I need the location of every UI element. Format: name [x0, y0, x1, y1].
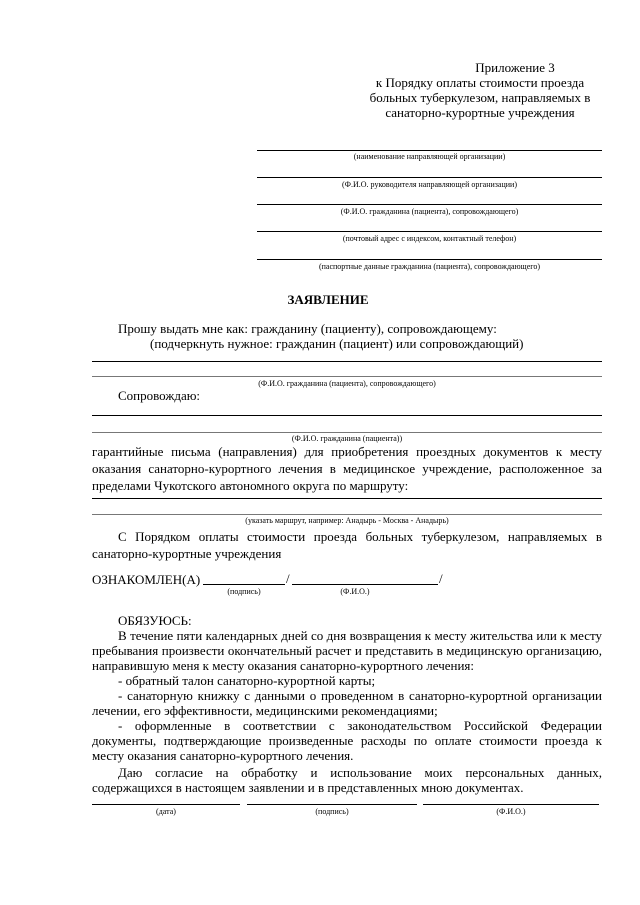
- footer-fio-caption: (Ф.И.О.): [496, 807, 526, 816]
- request-name-caption: (Ф.И.О. гражданина (пациента), сопровождающего): [258, 379, 436, 388]
- footer-sign-caption: (подпись): [315, 807, 349, 816]
- accompany-label: Сопровождаю:: [118, 388, 201, 403]
- route-line-2[interactable]: [92, 514, 602, 515]
- page-title: ЗАЯВЛЕНИЕ: [287, 292, 369, 307]
- header-field-caption: (паспортные данные гражданина (пациента), сопровождающего): [318, 262, 541, 271]
- accompany-line[interactable]: [92, 415, 602, 416]
- acquainted-label: ОЗНАКОМЛЕН(А): [92, 572, 201, 587]
- acquainted-sign-caption: (подпись): [227, 587, 261, 596]
- acquainted-slash-2: /: [439, 571, 443, 586]
- appendix-line-3: больных туберкулезом, направляемых в: [369, 90, 591, 105]
- obligations-p1: В течение пяти календарных дней со дня возвращения к месту жительства или к месту пребывания произвести окончательный расчет и представить в медицинскую организацию, направившую меня к месту оказания санаторно-курортного лечения:: [92, 628, 602, 673]
- request-line-1: Прошу выдать мне как: гражданину (пациенту), сопровождающему:: [118, 321, 497, 336]
- header-field-line[interactable]: [257, 259, 602, 260]
- acquainted-fio-caption: (Ф.И.О.): [340, 587, 370, 596]
- header-field-caption: (почтовый адрес с индексом, контактный телефон): [342, 234, 517, 243]
- header-field-line[interactable]: [257, 177, 602, 178]
- acquainted-slash-1: /: [286, 571, 290, 586]
- route-caption: (указать маршрут, например: Анадырь - Москва - Анадырь): [245, 516, 449, 525]
- guarantee-text: гарантийные письма (направления) для приобретения проездных документов к месту оказания санаторно-курортного лечения в медицинское учреждение, расположенное за пределами Чукотского автономного округа по маршруту:: [92, 444, 602, 493]
- header-field-line[interactable]: [257, 150, 602, 151]
- obligations-item-2: - санаторную книжку с данными о проведенном в санаторно-курортной организации лечении, его эффективности, медицинскими рекомендациями;: [92, 688, 602, 718]
- header-field-caption: (Ф.И.О. руководителя направляющей организации): [342, 180, 517, 189]
- obligations-paragraph: [92, 628, 602, 795]
- appendix-line-2: к Порядку оплаты стоимости проезда: [375, 75, 585, 90]
- accompany-caption: (Ф.И.О. гражданина (пациента)): [291, 434, 403, 443]
- procedure-text: С Порядком оплаты стоимости проезда больных туберкулезом, направляемых в санаторно-курортные учреждения: [92, 529, 602, 561]
- appendix-line-4: санаторно-курортные учреждения: [385, 105, 575, 120]
- footer-date-caption: (дата): [156, 807, 176, 816]
- acquainted-sign-line[interactable]: [203, 584, 285, 585]
- request-line-2: (подчеркнуть нужное: гражданин (пациент) или сопровождающий): [150, 336, 524, 351]
- header-field-caption: (наименование направляющей организации): [353, 152, 506, 161]
- acquainted-fio-line[interactable]: [292, 584, 438, 585]
- request-name-line-2[interactable]: [92, 376, 602, 377]
- footer-date-line[interactable]: [92, 804, 240, 805]
- obligations-heading: ОБЯЗУЮСЬ:: [118, 613, 192, 628]
- header-field-line[interactable]: [257, 204, 602, 205]
- appendix-line-1: Приложение 3: [475, 60, 555, 75]
- header-field-line[interactable]: [257, 231, 602, 232]
- obligations-item-1: - обратный талон санаторно-курортной карты;: [118, 673, 376, 688]
- obligations-item-3: - оформленные в соответствии с законодательством Российской Федерации документы, подтверждающие произведенные расходы по оплате стоимости проезда к месту оказания санаторно-курортного лечения.: [92, 718, 602, 763]
- appendix-block: [330, 60, 630, 120]
- header-field-caption: (Ф.И.О. гражданина (пациента), сопровождающего): [340, 207, 519, 216]
- accompany-line-2[interactable]: [92, 432, 602, 433]
- request-name-line[interactable]: [92, 361, 602, 362]
- footer-sign-line[interactable]: [247, 804, 417, 805]
- consent-text: Даю согласие на обработку и использование моих персональных данных, содержащихся в настоящем заявлении и в представленных мною документах.: [92, 765, 602, 795]
- route-line[interactable]: [92, 498, 602, 499]
- footer-fio-line[interactable]: [423, 804, 599, 805]
